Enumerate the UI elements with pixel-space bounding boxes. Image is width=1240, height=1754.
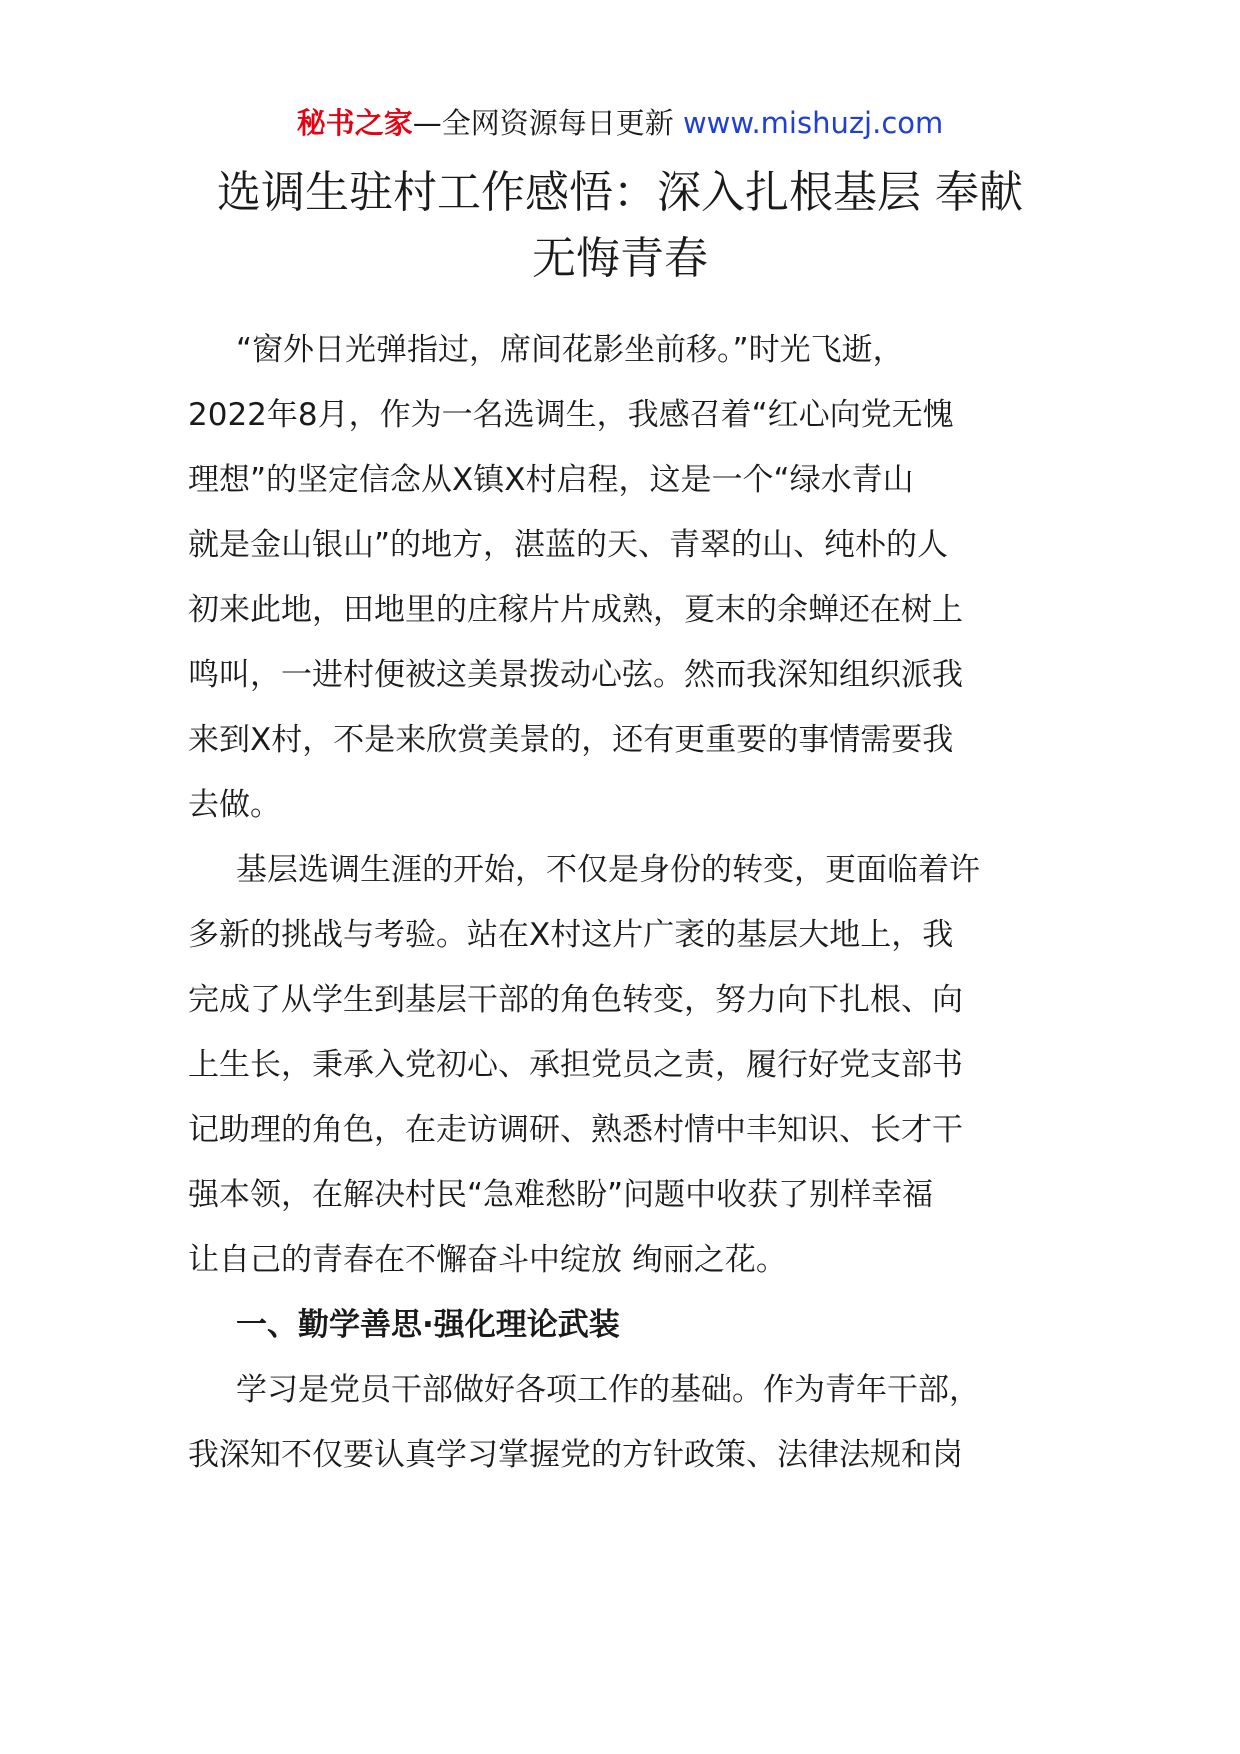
document-title bbox=[170, 160, 1070, 292]
paragraph-2 bbox=[188, 838, 1068, 1293]
text-line: 完成了从学生到基层干部的角色转变，努力向下扎根、向 bbox=[188, 982, 963, 1018]
section-heading: 一、勤学善思·强化理论武装 bbox=[236, 1307, 620, 1343]
text-line: 就是金山银山”的地方，湛蓝的天、青翠的山、纯朴的人 bbox=[188, 527, 949, 563]
text-line: 学习是党员干部做好各项工作的基础。作为青年干部， bbox=[236, 1372, 980, 1408]
text-line: 多新的挑战与考验。站在X村这片广袤的基层大地上，我 bbox=[188, 917, 954, 953]
paragraph-1 bbox=[188, 318, 1068, 838]
text-line: “窗外日光弹指过，席间花影坐前移。”时光飞逝， bbox=[236, 332, 904, 368]
section-heading-1 bbox=[188, 1293, 1068, 1358]
text-line: 上生长，秉承入党初心、承担党员之责，履行好党支部书 bbox=[188, 1047, 963, 1083]
text-line: 来到X村，不是来欣赏美景的，还有更重要的事情需要我 bbox=[188, 722, 954, 758]
text-line: 强本领，在解决村民“急难愁盼”问题中收获了别样幸福 bbox=[188, 1177, 934, 1213]
text-line: 初来此地，田地里的庄稼片片成熟，夏末的余蝉还在树上 bbox=[188, 592, 963, 628]
document-body bbox=[188, 318, 1068, 1488]
text-line: 鸣叫，一进村便被这美景拨动心弦。然而我深知组织派我 bbox=[188, 657, 963, 693]
text-line: 2022年8月，作为一名选调生，我感召着“红心向党无愧 bbox=[188, 397, 954, 433]
text-line: 基层选调生涯的开始，不仅是身份的转变，更面临着许 bbox=[236, 852, 980, 888]
title-line: 选调生驻村工作感悟：深入扎根基层 奉献 bbox=[217, 167, 1023, 218]
text-line: 我深知不仅要认真学习掌握党的方针政策、法律法规和岗 bbox=[188, 1437, 963, 1473]
title-line: 无悔青春 bbox=[532, 233, 708, 284]
paragraph-3 bbox=[188, 1358, 1068, 1488]
text-line: 去做。 bbox=[188, 787, 281, 823]
text-line: 理想”的坚定信念从X镇X村启程，这是一个“绿水青山 bbox=[188, 462, 914, 498]
site-header bbox=[0, 103, 1240, 143]
text-line: 让自己的青春在不懈奋斗中绽放 绚丽之花。 bbox=[188, 1242, 787, 1278]
site-tagline: —全网资源每日更新 bbox=[412, 106, 683, 140]
site-url-link[interactable]: www.mishuzj.com bbox=[682, 106, 944, 140]
site-brand: 秘书之家 bbox=[296, 106, 413, 140]
text-line: 记助理的角色，在走访调研、熟悉村情中丰知识、长才干 bbox=[188, 1112, 963, 1148]
